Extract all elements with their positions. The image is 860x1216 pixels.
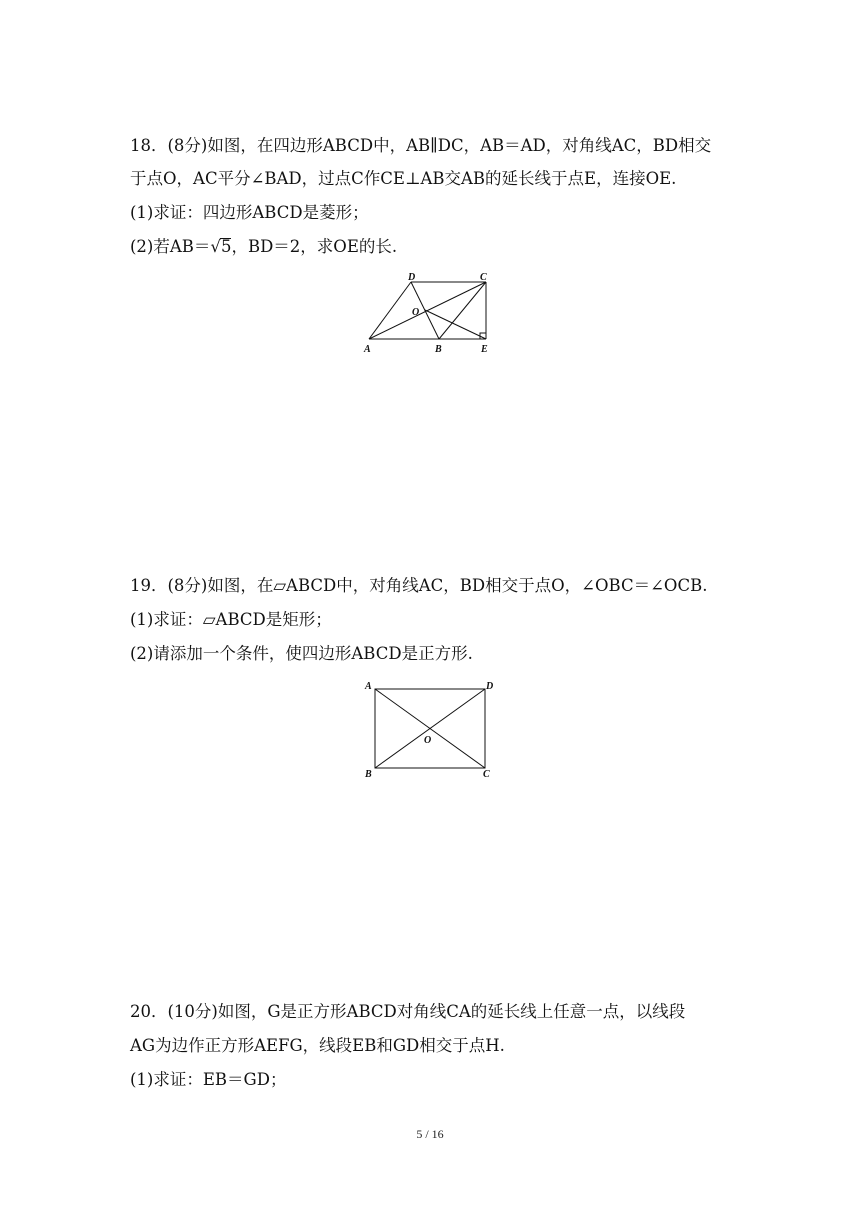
q19-figure-lines [375, 689, 485, 768]
q18-label-d: D [408, 272, 416, 283]
q18-line-1: 18．(8分)如图，在四边形ABCD中，AB∥DC，AB＝AD，对角线AC，BD相交 [130, 136, 712, 155]
q20-line-2: AG为边作正方形AEFG，线段EB和GD相交于点H. [130, 1036, 505, 1055]
q19-part-2: (2)请添加一个条件，使四边形ABCD是正方形. [130, 644, 473, 663]
q19-label-a: A [365, 681, 372, 692]
q19-label-c: C [483, 769, 490, 780]
q19-figure [362, 678, 502, 782]
q18-label-c: C [480, 272, 487, 283]
q18-part-2-a: (2)若AB＝√ [130, 237, 221, 256]
q19-line-1: 19．(8分)如图，在▱ABCD中，对角线AC，BD相交于点O，∠OBC＝∠OCB. [130, 576, 708, 595]
q18-figure [360, 268, 500, 358]
page-number: 5 / 16 [416, 1127, 444, 1141]
q18-radicand: 5 [220, 237, 232, 256]
q18-figure-lines [369, 282, 486, 339]
q18-part-1: (1)求证：四边形ABCD是菱形； [130, 203, 369, 222]
q20-part-1: (1)求证：EB＝GD； [130, 1070, 287, 1089]
q19-label-d: D [486, 681, 494, 692]
q18-line-2: 于点O，AC平分∠BAD，过点C作CE⊥AB交AB的延长线于点E，连接OE. [130, 169, 677, 188]
q18-part-2-b: ，BD＝2，求OE的长. [231, 237, 398, 256]
q18-label-e: E [481, 344, 488, 355]
q19-part-1: (1)求证：▱ABCD是矩形； [130, 610, 332, 629]
q18-label-a: A [364, 344, 371, 355]
q20-line-1: 20．(10分)如图，G是正方形ABCD对角线CA的延长线上任意一点，以线段 [130, 1002, 686, 1021]
q19-label-o: O [424, 735, 432, 746]
q18-label-o: O [412, 307, 420, 318]
q19-label-b: B [365, 769, 372, 780]
q18-label-b: B [435, 344, 442, 355]
q18-part-2 [130, 235, 397, 259]
